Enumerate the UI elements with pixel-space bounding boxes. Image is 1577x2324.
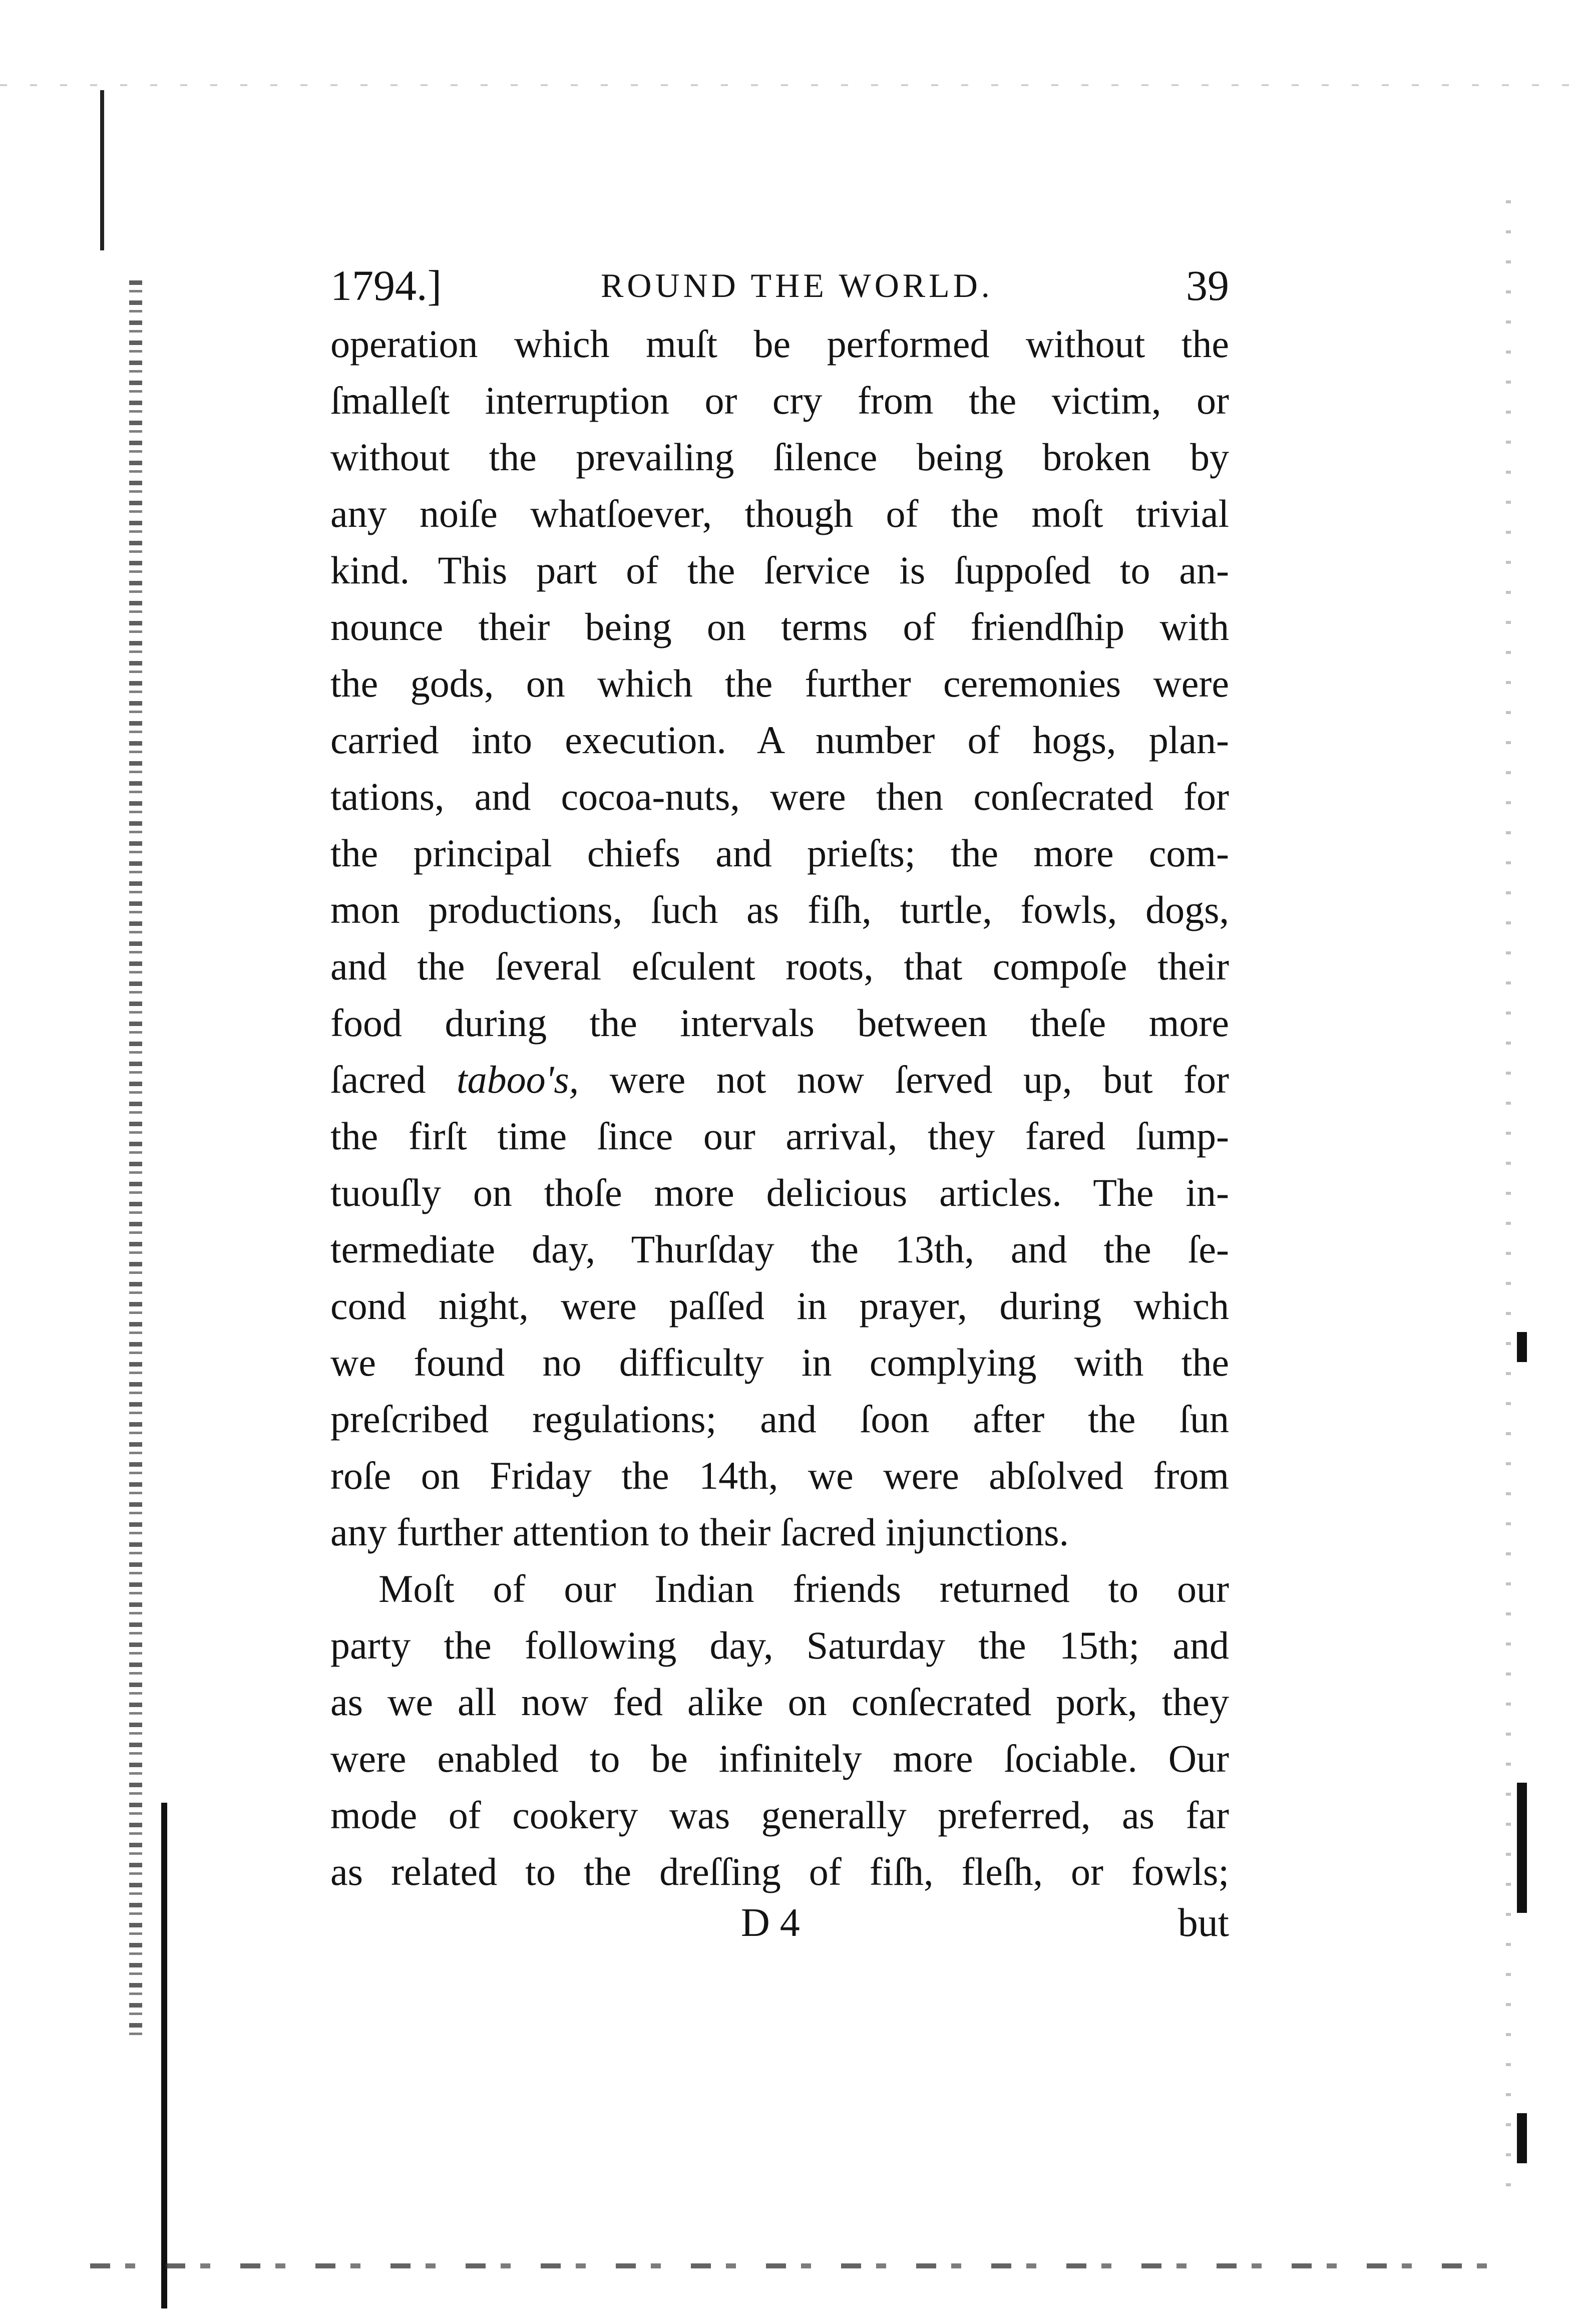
text-line-start: ſacred (330, 1058, 457, 1101)
text-line: preſcribed regulations; and ſoon after the ſun (330, 1397, 1229, 1441)
text-line: operation which muſt be performed without the (330, 322, 1229, 366)
scan-edge-right-bar (1517, 1332, 1527, 1362)
text-line-end: were not now ſerved up, but for (579, 1058, 1229, 1101)
text-line: the gods, on which the further ceremonies were (330, 661, 1229, 705)
italic-word: taboo's, (456, 1058, 579, 1101)
text-line: termediate day, Thurſday the 13th, and the ſe- (330, 1227, 1229, 1271)
text-line: the principal chiefs and prieſts; the more com- (330, 831, 1229, 875)
text-line: any noiſe whatſoever, though of the moſt trivial (330, 492, 1229, 535)
text-line: were enabled to be infinitely more ſociable. Our (330, 1737, 1229, 1780)
running-head (330, 260, 1229, 310)
paragraph-first-line: Moſt of our Indian friends returned to our (378, 1567, 1229, 1610)
scan-edge-right (1506, 200, 1511, 2203)
text-line: any further attention to their ſacred injunctions. (330, 1510, 1069, 1554)
text-line: tuouſly on thoſe more delicious articles. The in- (330, 1171, 1229, 1214)
catchword: but (1177, 1901, 1229, 1945)
scan-edge-left-mark (100, 90, 104, 250)
scan-edge-top (0, 84, 1577, 86)
text-line: carried into execution. A number of hogs, plan- (330, 718, 1229, 762)
text-line: as related to the dreſſing of fiſh, fleſh, or fowls; (330, 1850, 1229, 1893)
text-line: party the following day, Saturday the 15th; and (330, 1623, 1229, 1667)
body-text (330, 315, 1229, 1900)
text-line: and the ſeveral eſculent roots, that compoſe their (330, 944, 1229, 988)
text-line: we found no difficulty in complying with the (330, 1341, 1229, 1384)
scan-edge-right-bar (1517, 2113, 1527, 2163)
scan-edge-left-line (161, 1803, 167, 2308)
text-line-with-italic (330, 1051, 1229, 1108)
text-line: mode of cookery was generally preferred, as far (330, 1793, 1229, 1837)
signature-mark: D 4 (741, 1901, 800, 1945)
page-footer (330, 1895, 1229, 1950)
text-line: roſe on Friday the 14th, we were abſolved from (330, 1454, 1229, 1497)
text-line: mon productions, ſuch as fiſh, turtle, fowls, dogs, (330, 888, 1229, 931)
text-line: cond night, were paſſed in prayer, during which (330, 1284, 1229, 1327)
scan-edge-bottom (90, 2263, 1517, 2268)
text-line: without the prevailing ſilence being broken by (330, 435, 1229, 479)
text-line: as we all now fed alike on conſecrated pork, they (330, 1680, 1229, 1724)
text-line: kind. This part of the ſervice is ſuppoſed to an- (330, 548, 1229, 592)
running-head-year: 1794.] (330, 261, 442, 309)
page-number: 39 (1186, 261, 1229, 309)
text-line: nounce their being on terms of friendſhip with (330, 605, 1229, 648)
text-line: ſmalleſt interruption or cry from the victim, or (330, 379, 1229, 422)
scan-edge-left (129, 280, 142, 2043)
text-line: the firſt time ſince our arrival, they fared ſump- (330, 1114, 1229, 1158)
scan-edge-right-bar (1517, 1783, 1527, 1913)
running-head-title: ROUND THE WORLD. (601, 266, 993, 304)
text-line: food during the intervals between theſe more (330, 1001, 1229, 1045)
text-line: tations, and cocoa-nuts, were then conſecrated for (330, 775, 1229, 818)
